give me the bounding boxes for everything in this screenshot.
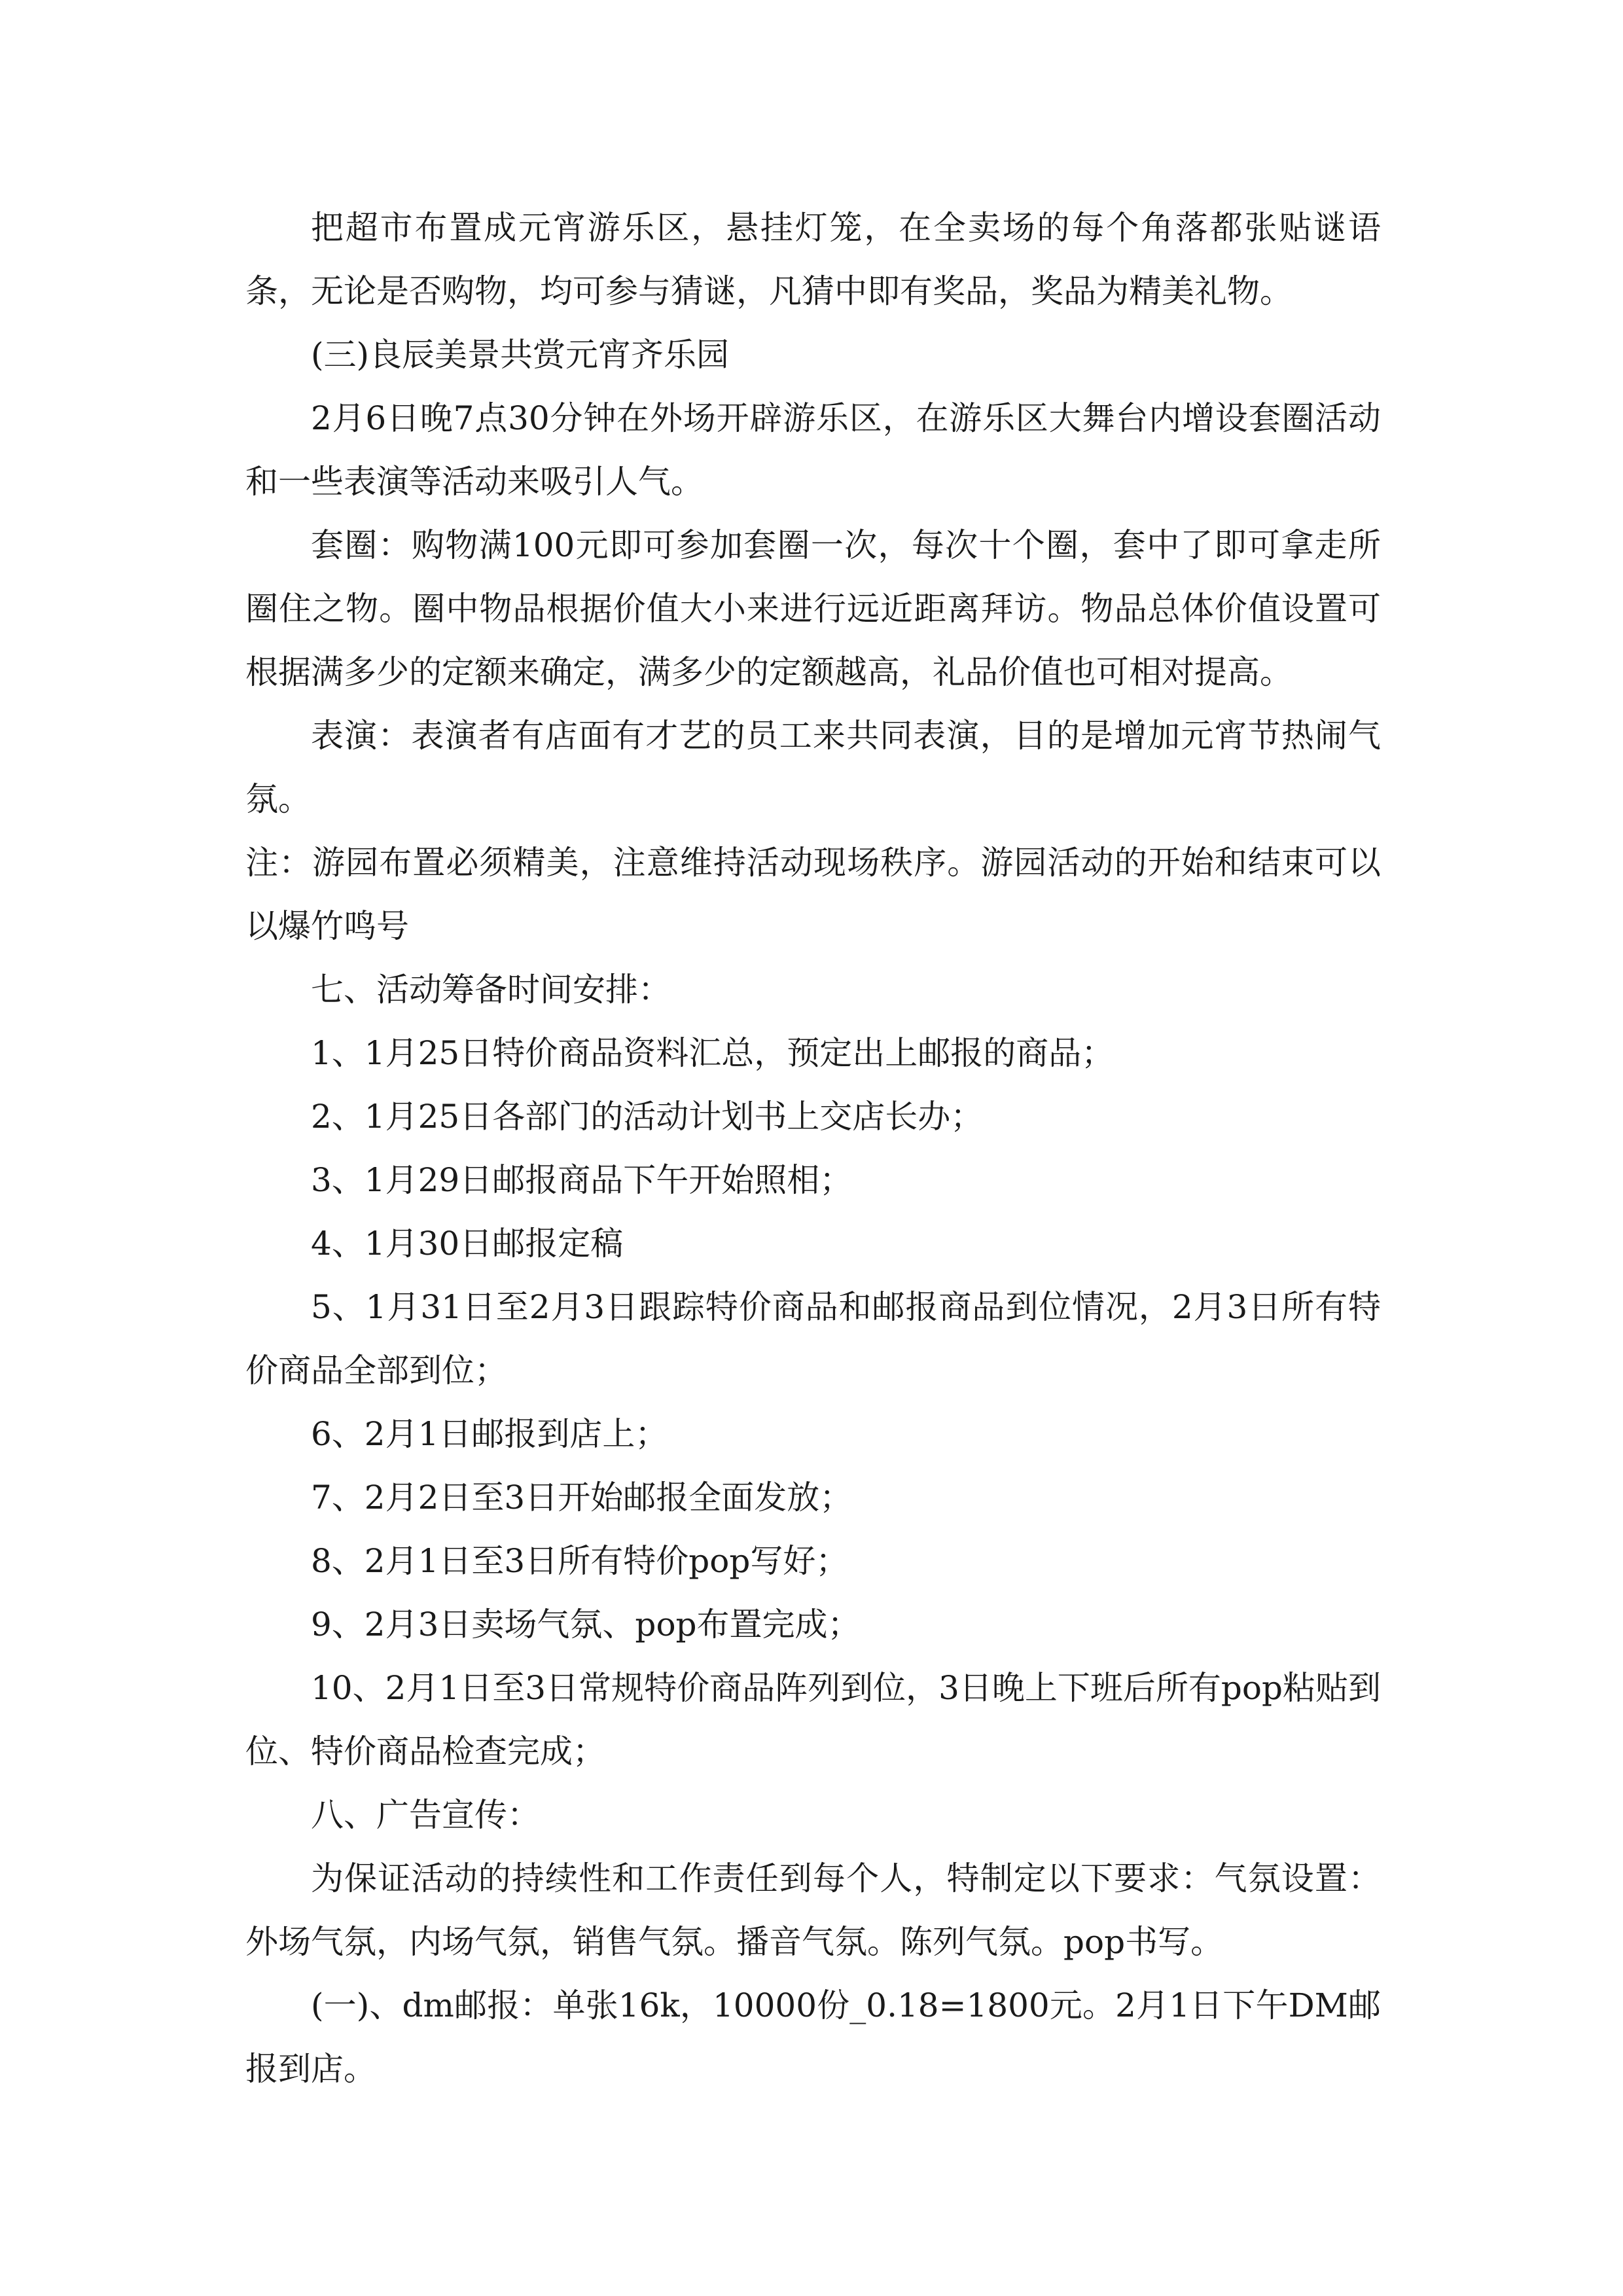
list-item: 5、1月31日至2月3日跟踪特价商品和邮报商品到位情况，2月3日所有特价商品全部到位； xyxy=(245,1288,1381,1390)
paragraph: 把超市布置成元宵游乐区，悬挂灯笼，在全卖场的每个角落都张贴谜语条，无论是否购物，均可参与猜谜，凡猜中即有奖品，奖品为精美礼物。 xyxy=(245,209,1381,310)
list-item: 9、2月3日卖场气氛、pop布置完成； xyxy=(311,1605,861,1643)
list-item: 10、2月1日至3日常规特价商品阵列到位，3日晚上下班后所有pop粘贴到位、特价商品检查完成； xyxy=(245,1669,1381,1770)
paragraph: 为保证活动的持续性和工作责任到每个人，特制定以下要求：气氛设置：外场气氛，内场气氛，销售气氛。播音气氛。陈列气氛。pop书写。 xyxy=(245,1859,1381,1961)
paragraph: 表演：表演者有店面有才艺的员工来共同表演，目的是增加元宵节热闹气氛。 xyxy=(245,717,1381,818)
list-item: 7、2月2日至3日开始邮报全面发放； xyxy=(311,1479,853,1516)
section-heading: 七、活动筹备时间安排： xyxy=(311,971,671,1009)
list-item: 8、2月1日至3日所有特价pop写好； xyxy=(311,1542,849,1580)
paragraph: 套圈：购物满100元即可参加套圈一次，每次十个圈，套中了即可拿走所圈住之物。圈中物品根据价值大小来进行远近距离拜访。物品总体价值设置可根据满多少的定额来确定，满多少的定额越高，礼品价值也可相对提高。 xyxy=(245,526,1381,691)
list-item: 3、1月29日邮报商品下午开始照相； xyxy=(311,1161,853,1199)
document-body xyxy=(245,196,1381,2101)
list-item: 6、2月1日邮报到店上； xyxy=(311,1415,668,1453)
list-item: 2、1月25日各部门的活动计划书上交店长办； xyxy=(311,1098,984,1136)
note-paragraph: 注：游园布置必须精美，注意维持活动现场秩序。游园活动的开始和结束可以以爆竹鸣号 xyxy=(245,844,1381,945)
list-item: 1、1月25日特价商品资料汇总，预定出上邮报的商品； xyxy=(311,1034,1115,1072)
section-heading: 八、广告宣传： xyxy=(311,1796,540,1834)
list-item: 4、1月30日邮报定稿 xyxy=(311,1225,624,1263)
paragraph: 2月6日晚7点30分钟在外场开辟游乐区，在游乐区大舞台内增设套圈活动和一些表演等活动来吸引人气。 xyxy=(245,399,1381,501)
paragraph: (一)、dm邮报：单张16k，10000份_0.18=1800元。2月1日下午DM邮报到店。 xyxy=(245,1986,1381,2088)
section-heading: (三)良辰美景共赏元宵齐乐园 xyxy=(311,336,730,374)
